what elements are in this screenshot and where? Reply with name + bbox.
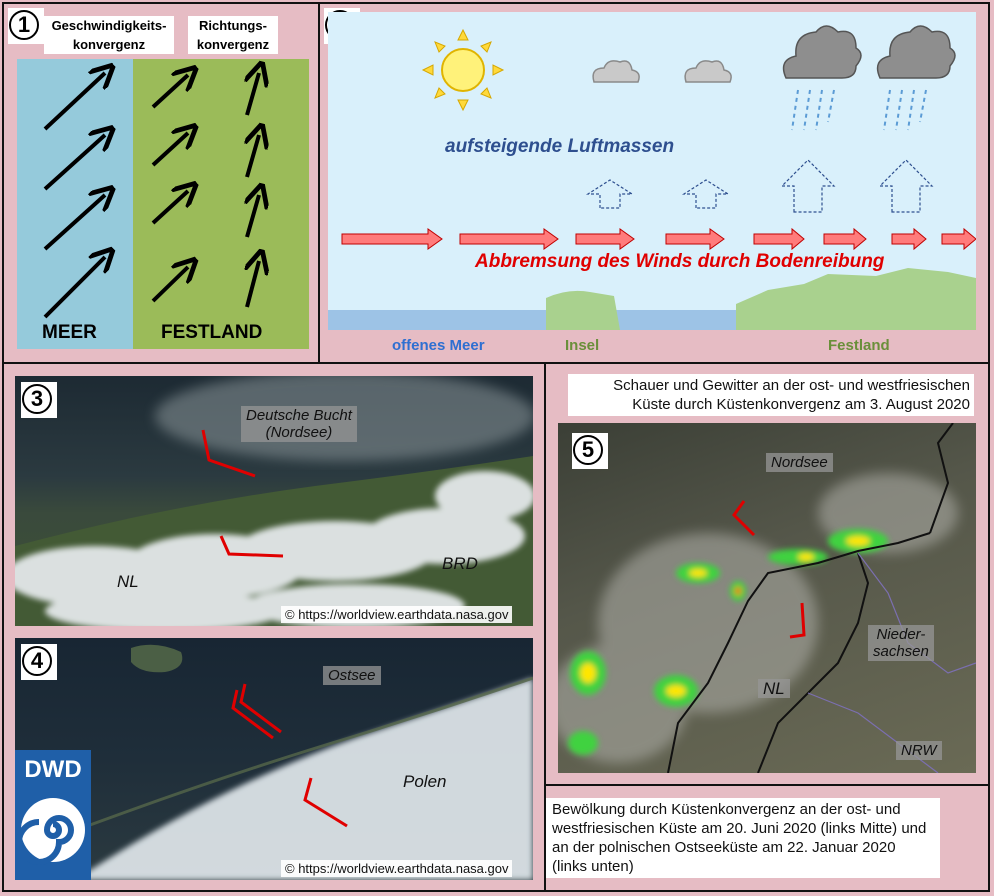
credit-3: © https://worldview.earthdata.nasa.gov: [281, 606, 512, 623]
admin-borders: [808, 553, 976, 773]
panel-5-radar-map: [558, 423, 976, 773]
wind-barb-sea-4b: [241, 684, 281, 732]
island-shape: [546, 291, 620, 330]
baltic-sea-tag: Ostsee: [323, 666, 381, 685]
credit-4: © https://worldview.earthdata.nasa.gov: [281, 860, 512, 877]
poland-tag: Polen: [403, 772, 447, 791]
panel-4-number: 4: [22, 646, 52, 676]
sea-label: MEER: [42, 322, 97, 343]
panel-4-satellite: [15, 638, 533, 880]
wind-barb-sea-4: [233, 690, 273, 738]
direction-convergence-header: Richtungs- konvergenz: [188, 16, 278, 54]
panel-3-number-box: [21, 382, 57, 418]
rising-air-label: aufsteigende Luftmassen: [445, 136, 675, 157]
friction-label: Abbremsung des Winds durch Bodenreibung: [475, 251, 885, 272]
brd-tag: BRD: [442, 554, 478, 573]
panel-2: [318, 2, 990, 364]
figure-caption: Bewölkung durch Küstenkonvergenz an der ost- und westfriesischen Küste am 20. Juni 2020 (links Mitte) und an der polnischen Ostseeküste am 22. Januar 2020 (links unten): [546, 798, 940, 878]
dwd-logo-text: DWD: [24, 756, 82, 783]
nl-tag-5: NL: [758, 679, 790, 698]
friction-diagram: [328, 12, 976, 330]
german-bight-tag: Deutsche Bucht (Nordsee): [241, 406, 357, 442]
open-sea-label: offenes Meer: [392, 337, 485, 354]
panel-1-number-box: [8, 8, 44, 44]
speed-convergence-header: Geschwindigkeits- konvergenz: [44, 16, 174, 54]
panel-5-title: Schauer und Gewitter an der ost- und westfriesischen Küste durch Küstenkonvergenz am 3. August 2020: [568, 374, 974, 416]
panel-5-number: 5: [573, 435, 603, 465]
land-label: FESTLAND: [161, 322, 263, 343]
dwd-swirl-icon: [15, 790, 91, 880]
lower-saxony-tag: Nieder- sachsen: [868, 625, 934, 661]
panel-4-imagery: [15, 638, 533, 880]
north-sea-tag: Nordsee: [766, 453, 833, 472]
panel-1-number: 1: [9, 10, 39, 40]
dwd-logo: [15, 750, 91, 880]
mainland-label: Festland: [828, 337, 890, 354]
panel-1: [2, 2, 320, 364]
nrw-tag: NRW: [896, 741, 942, 760]
panel-4-number-box: [21, 644, 57, 680]
panel-3-satellite: [15, 376, 533, 626]
wind-barb-sea-5: [734, 501, 754, 535]
nl-tag-3: NL: [117, 572, 139, 591]
panel-5-imagery: [558, 423, 976, 773]
panel-5-number-box: [572, 433, 608, 469]
island-label: Insel: [565, 337, 600, 354]
panel-3-number: 3: [22, 384, 52, 414]
convergence-diagram: [17, 59, 309, 349]
